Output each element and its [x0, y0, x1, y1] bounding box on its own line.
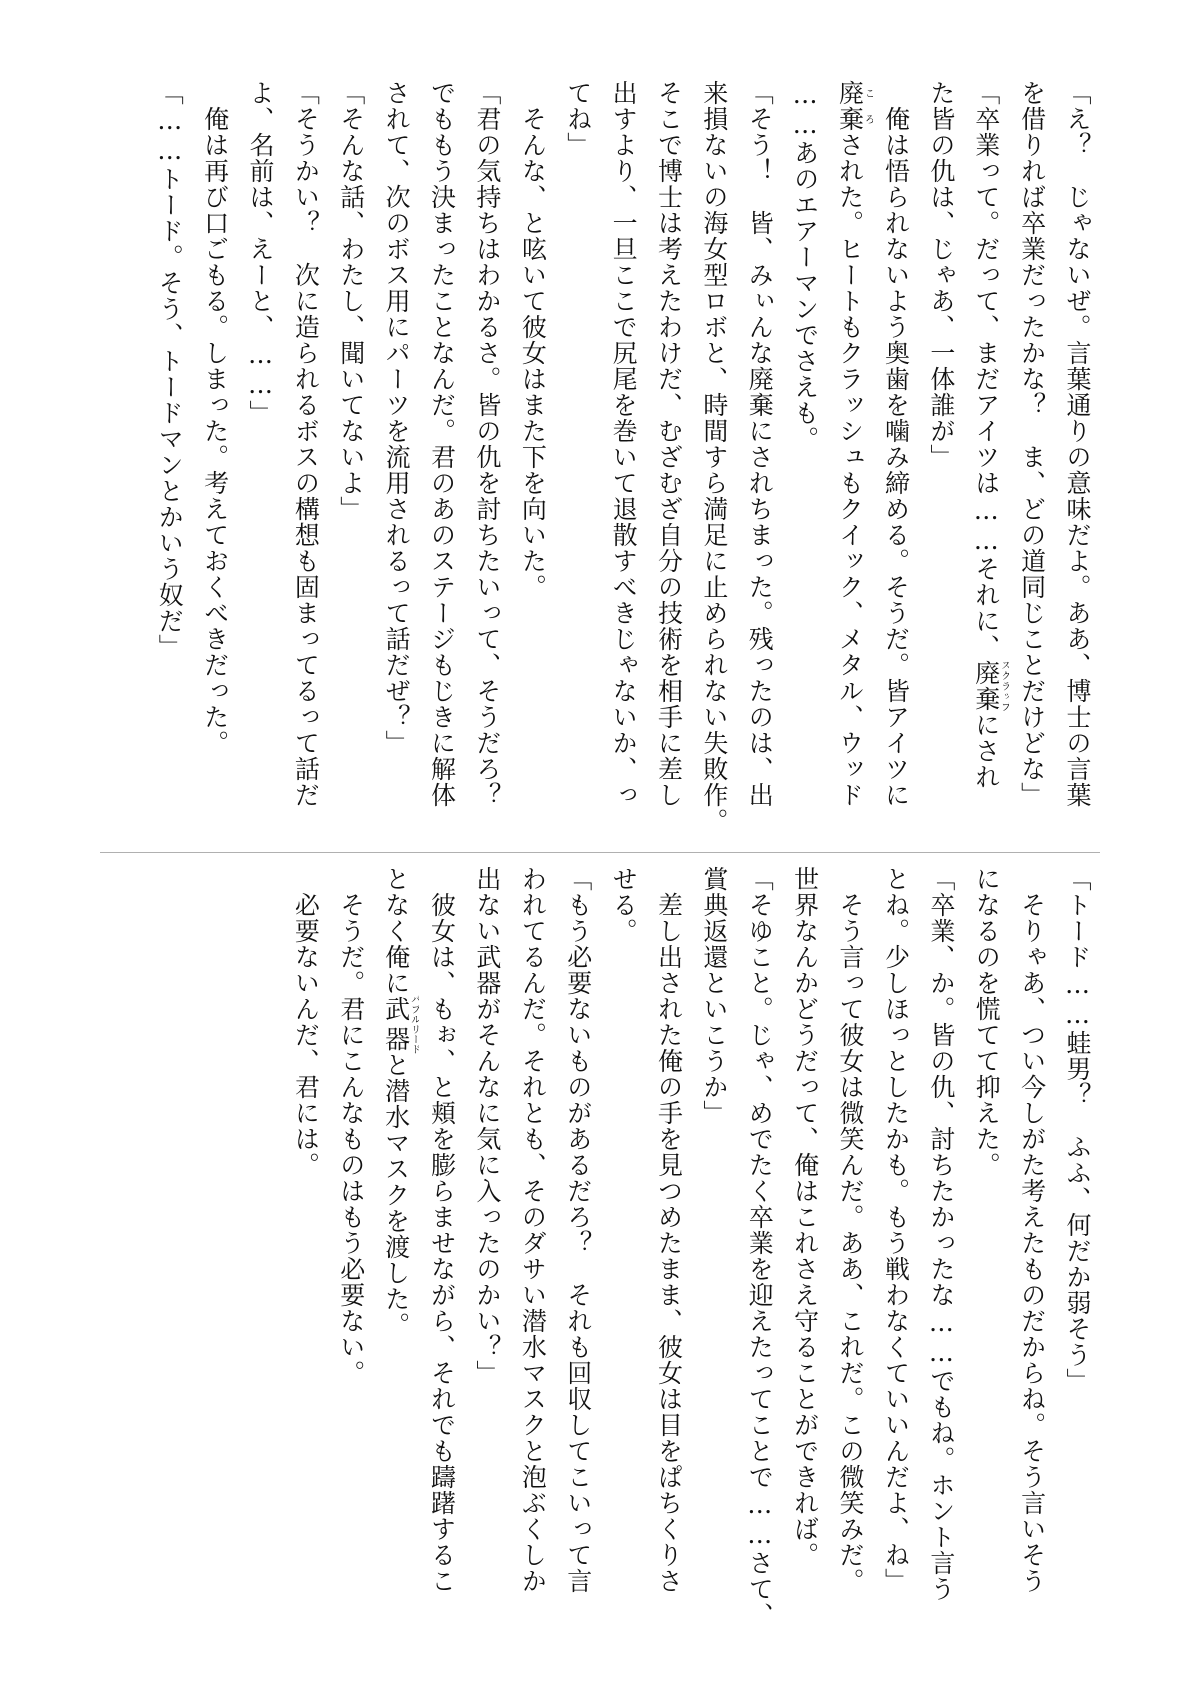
text-line: でももう決まったことなんだ。君のあのステージもじきに解体 — [427, 80, 457, 808]
text-line: 俺は悟られないよう奥歯を噛み締める。そうだ。皆アイツに — [881, 80, 911, 808]
text-line: 差し出された俺の手を見つめたまま、彼女は目をぱちくりさ — [654, 866, 684, 1594]
text-line-with-ruby — [964, 80, 1009, 842]
text-line: そこで博士は考えたわけだ、むざむざ自分の技術を相手に差し — [654, 80, 684, 808]
text-line: とね。少しほっとしたかも。もう戦わなくていいんだよ、ね」 — [881, 866, 911, 1594]
text-line: われてるんだ。それとも、そのダサい潜水マスクと泡ぶくしか — [518, 866, 548, 1594]
bottom-columns — [283, 866, 1100, 1628]
text-line: 「そうかい？ 次に造られるボスの構想も固まってるって話だ — [291, 80, 321, 808]
text-segment: にされ — [971, 712, 1001, 790]
text-line: 「そゆこと。じゃ、めでたく卒業を迎えたってことで……さて、 — [745, 866, 775, 1628]
text-line: てね」 — [563, 80, 593, 158]
text-line: そうだ。君にこんなものはもう必要ない。 — [336, 866, 366, 1386]
text-line-with-ruby — [374, 866, 419, 1628]
text-segment: 「卒業って。だって、まだアイツは……それに、 — [971, 80, 1001, 660]
top-text-block — [100, 80, 1100, 842]
text-line: になるのを慌てて抑えた。 — [972, 866, 1002, 1178]
text-line: 「そう！ 皆、みぃんな廃棄にされちまった。残ったのは、出 — [745, 80, 775, 808]
text-line: 出ない武器がそんなに気に入ったのかい？」 — [472, 866, 502, 1386]
text-line: 「君の気持ちはわかるさ。皆の仇を討ちたいって、そうだろ？ — [472, 80, 502, 808]
text-line: 「卒業、か。皆の仇、討ちたかったな……でもね。ホント言う — [926, 866, 956, 1602]
text-line: ……あのエアーマンでさえも。 — [790, 80, 820, 452]
text-line: 「トード……蛙男？ ふふ、何だか弱そう」 — [1063, 866, 1092, 1394]
text-line: を借りれば卒業だったかな？ ま、どの道同じことだけどな」 — [1017, 80, 1047, 808]
ruby-bubble: 武器バブルリード — [381, 994, 420, 1054]
text-line: 彼女は、もぉ、と頬を膨らませながら、それでも躊躇するこ — [427, 866, 457, 1594]
text-segment: と潜水マスクを渡した。 — [381, 1052, 411, 1338]
text-line-with-ruby — [828, 80, 873, 842]
text-line: そう言って彼女は微笑んだ。ああ、これだ。この微笑みだ。 — [836, 866, 866, 1594]
text-line: 「そんな話、わたし、聞いてないよ」 — [336, 80, 366, 522]
text-line: 俺は再び口ごもる。しまった。考えておくべきだった。 — [200, 80, 230, 756]
text-line: そりゃあ、つい今しがた考えたものだからね。そう言いそう — [1017, 866, 1047, 1594]
text-line: 「……トード。そう、トードマンとかいう奴だ」 — [155, 80, 185, 660]
text-line: 「え？ じゃないぜ。言葉通りの意味だよ。ああ、博士の言葉 — [1063, 80, 1092, 808]
ruby-koro: 廃棄ころ — [835, 80, 874, 132]
text-line: そんな、と呟いて彼女はまた下を向いた。 — [518, 80, 548, 600]
text-line: 来損ないの海女型ロボと、時間すら満足に止められない失敗作。 — [699, 80, 729, 834]
text-line: 賞典返還といこうか」 — [699, 866, 729, 1126]
text-line: た皆の仇は、じゃあ、一体誰が」 — [926, 80, 956, 470]
section-divider — [100, 852, 1100, 853]
text-line: 出すより、一旦ここで尻尾を巻いて退散すべきじゃないか、っ — [609, 80, 639, 808]
text-segment: された。ヒートもクラッシュもクイック、メタル、ウッド — [835, 132, 865, 808]
text-line: よ、名前は、えーと、……」 — [245, 80, 275, 426]
text-segment: となく俺に — [381, 866, 411, 996]
text-line: 「もう必要ないものがあるだろ？ それも回収してこいって言 — [563, 866, 593, 1594]
top-columns — [147, 80, 1100, 842]
text-line: 世界なんかどうだって、俺はこれさえ守ることができれば。 — [790, 866, 820, 1568]
text-line: されて、次のボス用にパーツを流用されるって話だぜ？」 — [382, 80, 412, 756]
text-line: 必要ないんだ、君には。 — [291, 866, 321, 1178]
text-line: せる。 — [609, 866, 639, 944]
bottom-text-block — [100, 866, 1100, 1628]
ruby-scrap: 廃棄スクラップ — [971, 660, 1010, 712]
